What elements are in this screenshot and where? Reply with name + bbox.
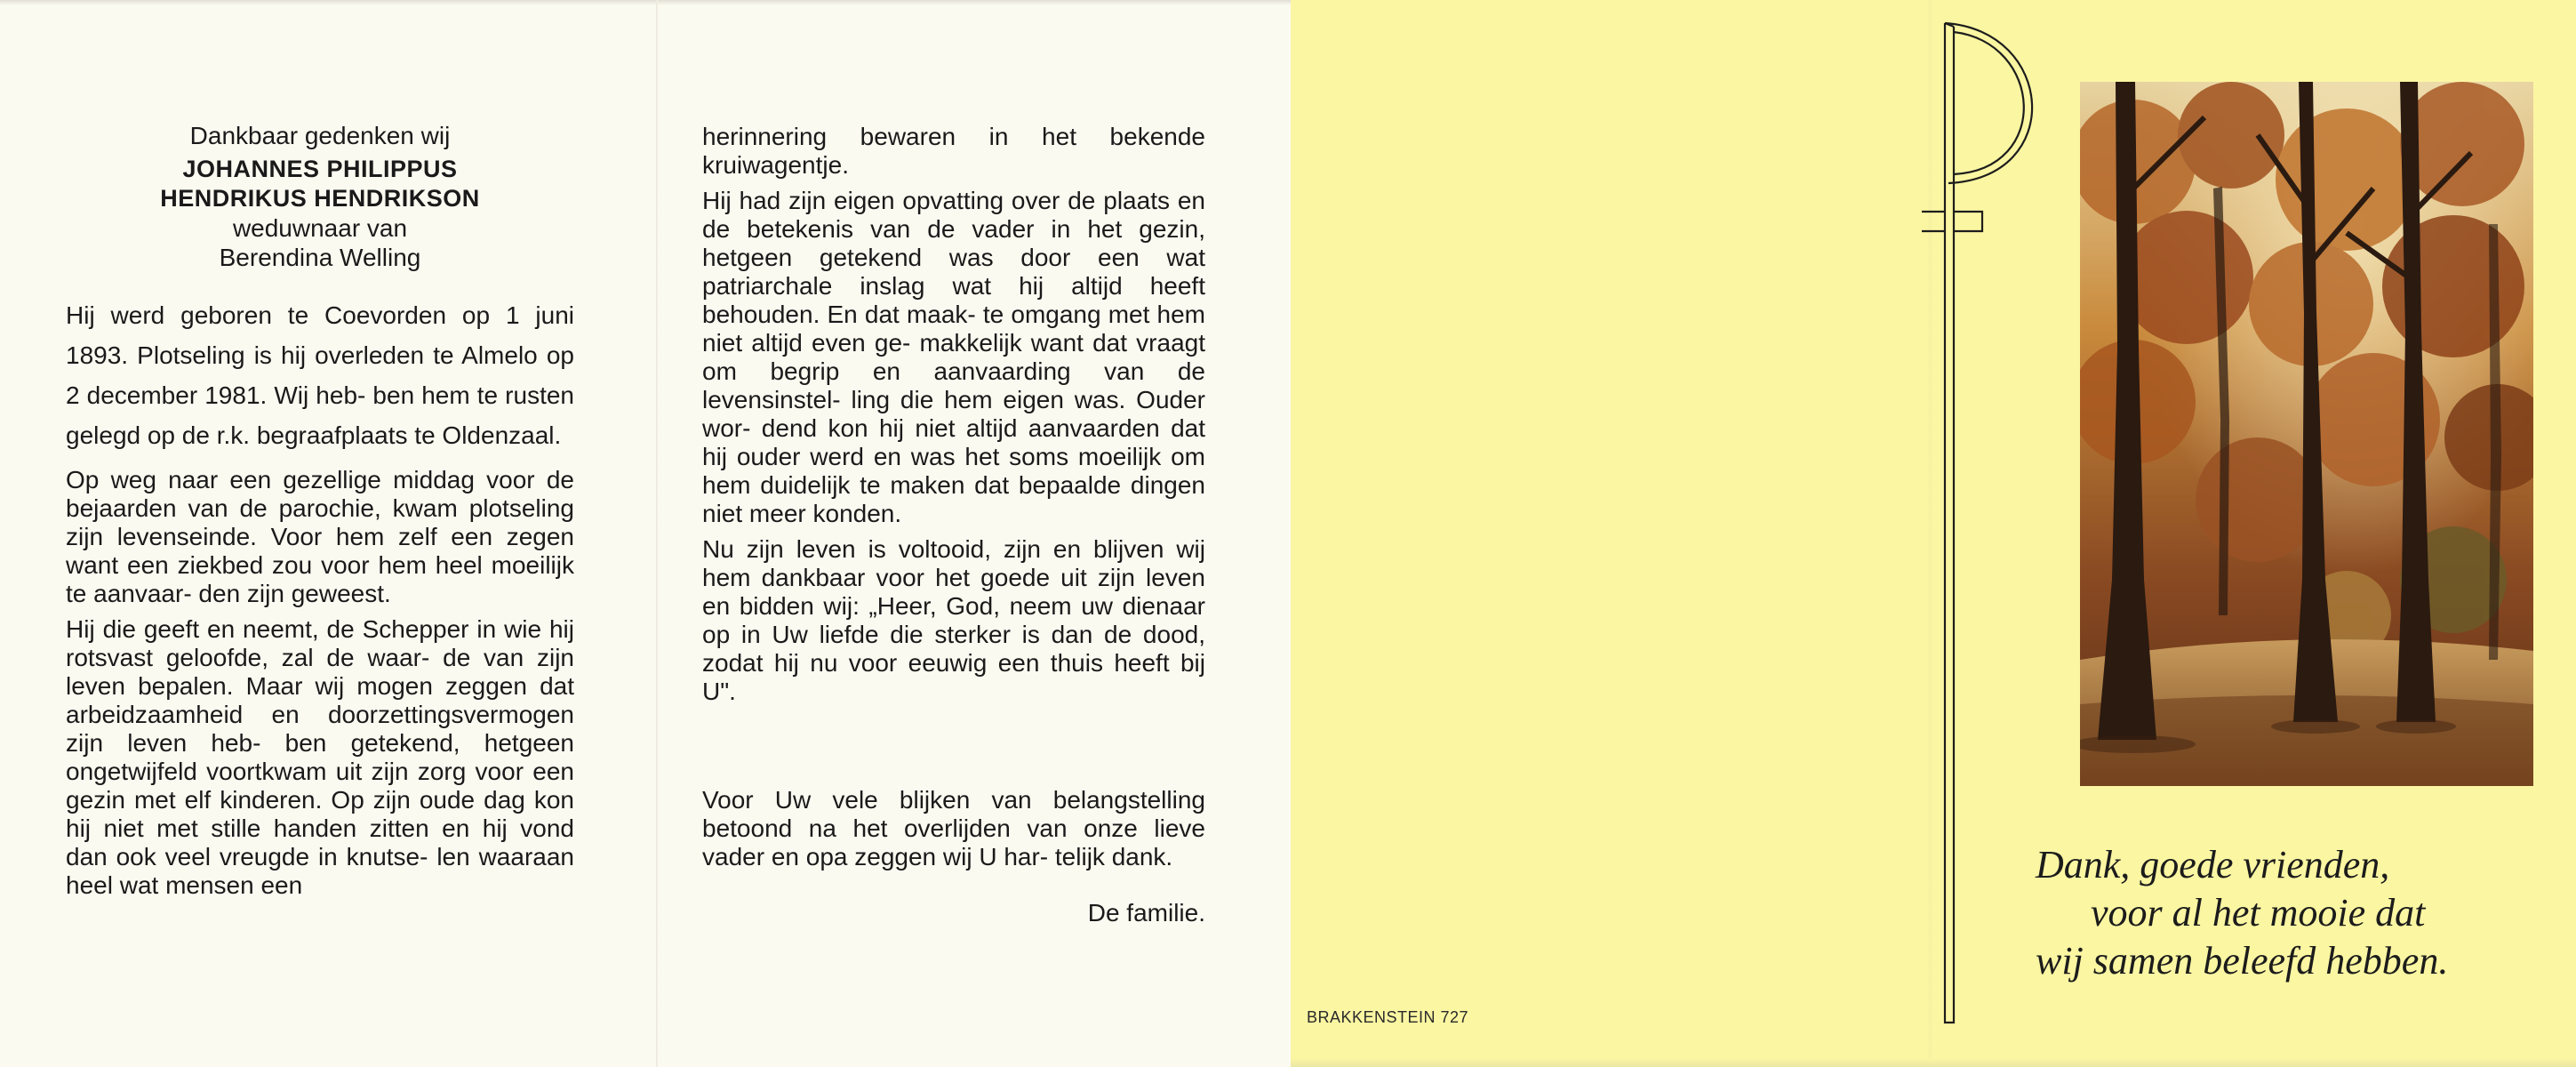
paper-edge: [1291, 1058, 2576, 1067]
prayer-paragraph: Nu zijn leven is voltooid, zijn en blijven wij hem dankbaar voor het goede uit zijn leven en bidden wij: „Heer, God, neem uw dienaar op in Uw liefde die sterker is dan de dood, zodat hij nu voor eeuwig een thuis heeft bij U".: [702, 535, 1205, 705]
fold-line: [656, 0, 658, 1067]
autumn-forest-photo: [2080, 82, 2533, 786]
life-paragraph: Hij die geeft en neemt, de Schepper in wie hij rotsvast geloofde, zal de waar- de van zijn leven bepalen. Maar wij mogen zeggen dat arbeidzaamheid en doorzettingsvermogen zijn leven heb- ben getekend, hetgeen ongetwijfeld voortkwam uit zijn zorg voor een gezin met elf kinderen. Op zijn oude dag kon hij niet met stille handen zitten en hij vond dan ook veel vreugde in knutse- len waaraan heel wat mensen een: [66, 615, 574, 899]
death-paragraph: Op weg naar een gezellige middag voor de bejaarden van de parochie, kwam plotseling zijn levenseinde. Voor hem zelf een zegen want een ziekbed zou voor hem heel moeilijk te aanvaar- den zijn geweest.: [66, 466, 574, 607]
biography-paragraph: Hij werd geboren te Coevorden op 1 juni 1893. Plotseling is hij overleden te Almelo op 2 december 1981. Wij heb- ben hem te rusten gelegd op de r.k. begraafplaats te Oldenzaal.: [66, 301, 574, 449]
text-column-left: [66, 121, 574, 900]
quote-line-1: Dank, goede vrienden,: [2036, 843, 2390, 886]
relation-line: weduwnaar van: [232, 214, 408, 242]
thanks-paragraph: Voor Uw vele blijken van belangstelling betoond na het overlijden van onze lieve vader en opa zeggen wij U har- telijk dank.: [702, 786, 1205, 870]
intro-line: Dankbaar gedenken wij: [189, 122, 451, 149]
continuation-paragraph: herinnering bewaren in het bekende kruiwagentje.: [702, 123, 1205, 179]
text-column-right: [702, 123, 1205, 928]
spouse-name: Berendina Welling: [219, 244, 421, 271]
quote-line-3: wij samen beleefd hebben.: [2036, 939, 2449, 983]
publisher-imprint: BRAKKENSTEIN 727: [1307, 1008, 1469, 1026]
name-line-2: HENDRIKUS HENDRIKSON: [160, 185, 480, 212]
paper-edge: [0, 0, 1291, 5]
character-paragraph: Hij had zijn eigen opvatting over de plaats en de betekenis van de vader in het gezin, hetgeen getekend was door een wat patriarchale inslag wat hij altijd heeft behouden. En dat maak- te omgang met hem niet altijd even ge- makkelijk want dat vraagt om begrip en aanvaarding van de levensinstel- ling die hem eigen was. Ouder wor- dend kon hij niet altijd aanvaarden dat hij ouder werd en was het soms moeilijk om hem duidelijk te maken dat bepaalde dingen niet meer konden.: [702, 187, 1205, 527]
signoff: De familie.: [1087, 899, 1205, 927]
outer-spread: [1291, 0, 2576, 1067]
deceased-name: [66, 155, 574, 213]
name-line-1: JOHANNES PHILIPPUS: [182, 156, 458, 182]
quote-text: [2036, 841, 2551, 985]
quote-line-2: voor al het mooie dat: [2091, 891, 2426, 935]
